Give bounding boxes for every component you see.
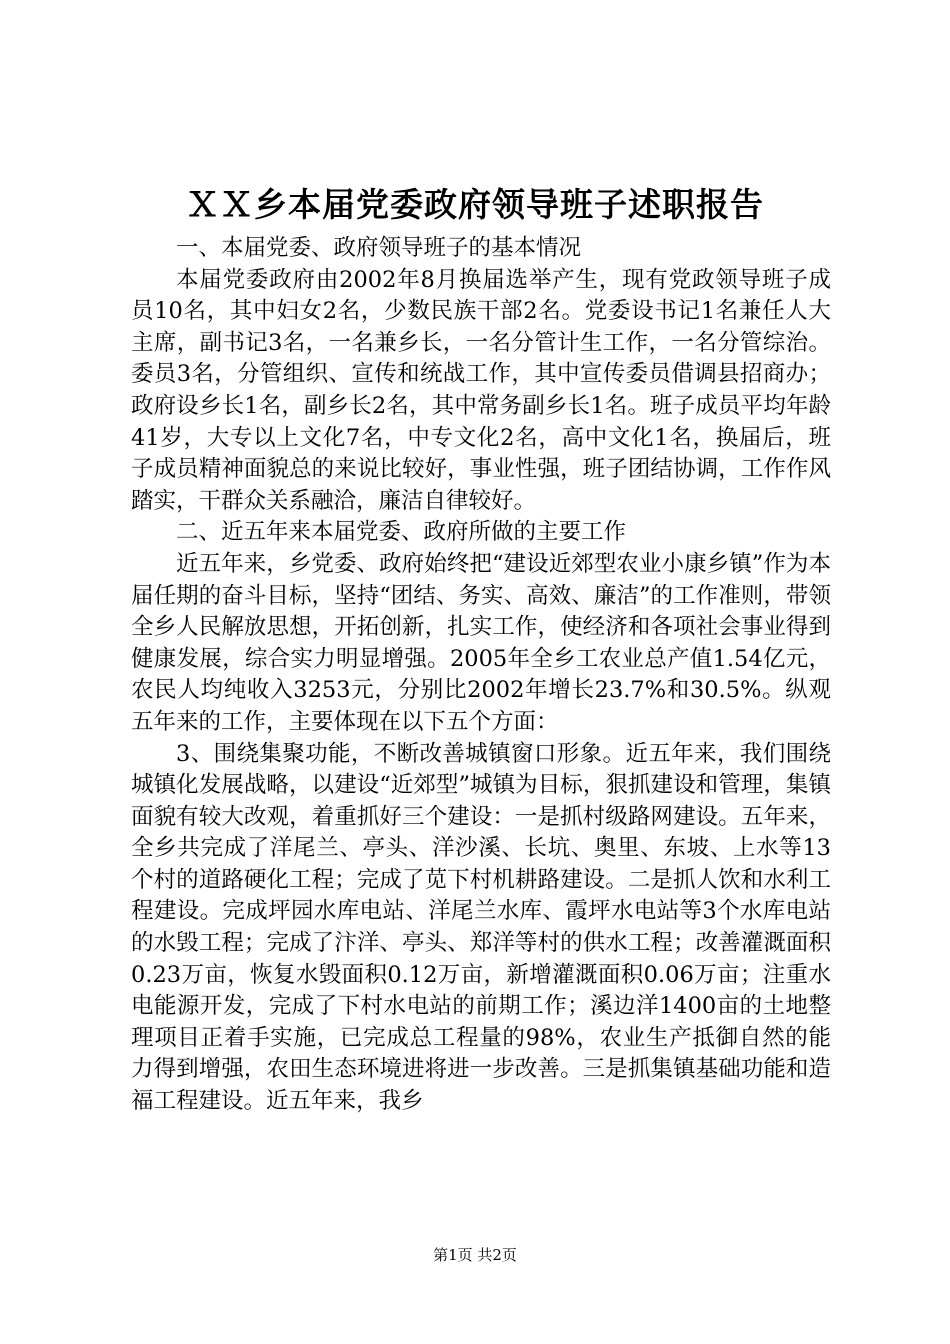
document-title: ＸＸ乡本届党委政府领导班子述职报告 (186, 185, 764, 224)
section-heading: 二、近五年来本届党委、政府所做的主要工作 (176, 519, 627, 546)
paragraph: 近五年来，乡党委、政府始终把“建设近郊型农业小康乡镇”作为本届任期的奋斗目标，坚持“团结、务实、高效、廉洁”的工作准则，带领全乡人民解放思想，开拓创新，扎实工作，使经济和各项社会事业得到健康发展，综合实力明显增强。2005年全乡工农业总产值1.54亿元，农民人均纯收入3253元，分别比2002年增长23.7%和30.5%。纵观五年来的工作，主要体现在以下五个方面： (131, 550, 831, 735)
paragraph: 本届党委政府由2002年8月换届选举产生，现有党政领导班子成员10名，其中妇女2名，少数民族干部2名。党委设书记1名兼任人大主席，副书记3名，一名兼乡长，一名分管计生工作，一名分管综治。委员3名，分管组织、宣传和统战工作，其中宣传委员借调县招商办；政府设乡长1名，副乡长2名，其中常务副乡长1名。班子成员平均年龄41岁，大专以上文化7名，中专文化2名，高中文化1名，换届后，班子成员精神面貌总的来说比较好，事业性强，班子团结协调，工作作风踏实，干群众关系融洽，廉洁自律较好。 (131, 266, 831, 514)
section-heading: 一、本届党委、政府领导班子的基本情况 (176, 235, 582, 261)
page-footer: 第1页 共2页 (433, 1246, 517, 1264)
paragraph: 3、围绕集聚功能，不断改善城镇窗口形象。近五年来，我们围绕城镇化发展战略，以建设“近郊型”城镇为目标，狠抓建设和管理，集镇面貌有较大改观，着重抓好三个建设：一是抓村级路网建设。五年来，全乡共完成了洋尾兰、亭头、洋沙溪、长坑、奥里、东坡、上水等13个村的道路硬化工程；完成了苋下村机耕路建设。二是抓人饮和水利工程建设。完成坪园水库电站、洋尾兰水库、霞坪水电站等3个水库电站的水毁工程；完成了汴洋、亭头、郑洋等村的供水工程；改善灌溉面积0.23万亩，恢复水毁面积0.12万亩，新增灌溉面积0.06万亩；注重水电能源开发，完成了下村水电站的前期工作；溪边洋1400亩的土地整理项目正着手实施，已完成总工程量的98%，农业生产抵御自然的能力得到增强，农田生态环境进将进一步改善。三是抓集镇基础功能和造福工程建设。近五年来，我乡 (131, 740, 831, 1115)
document-body (131, 233, 831, 1118)
